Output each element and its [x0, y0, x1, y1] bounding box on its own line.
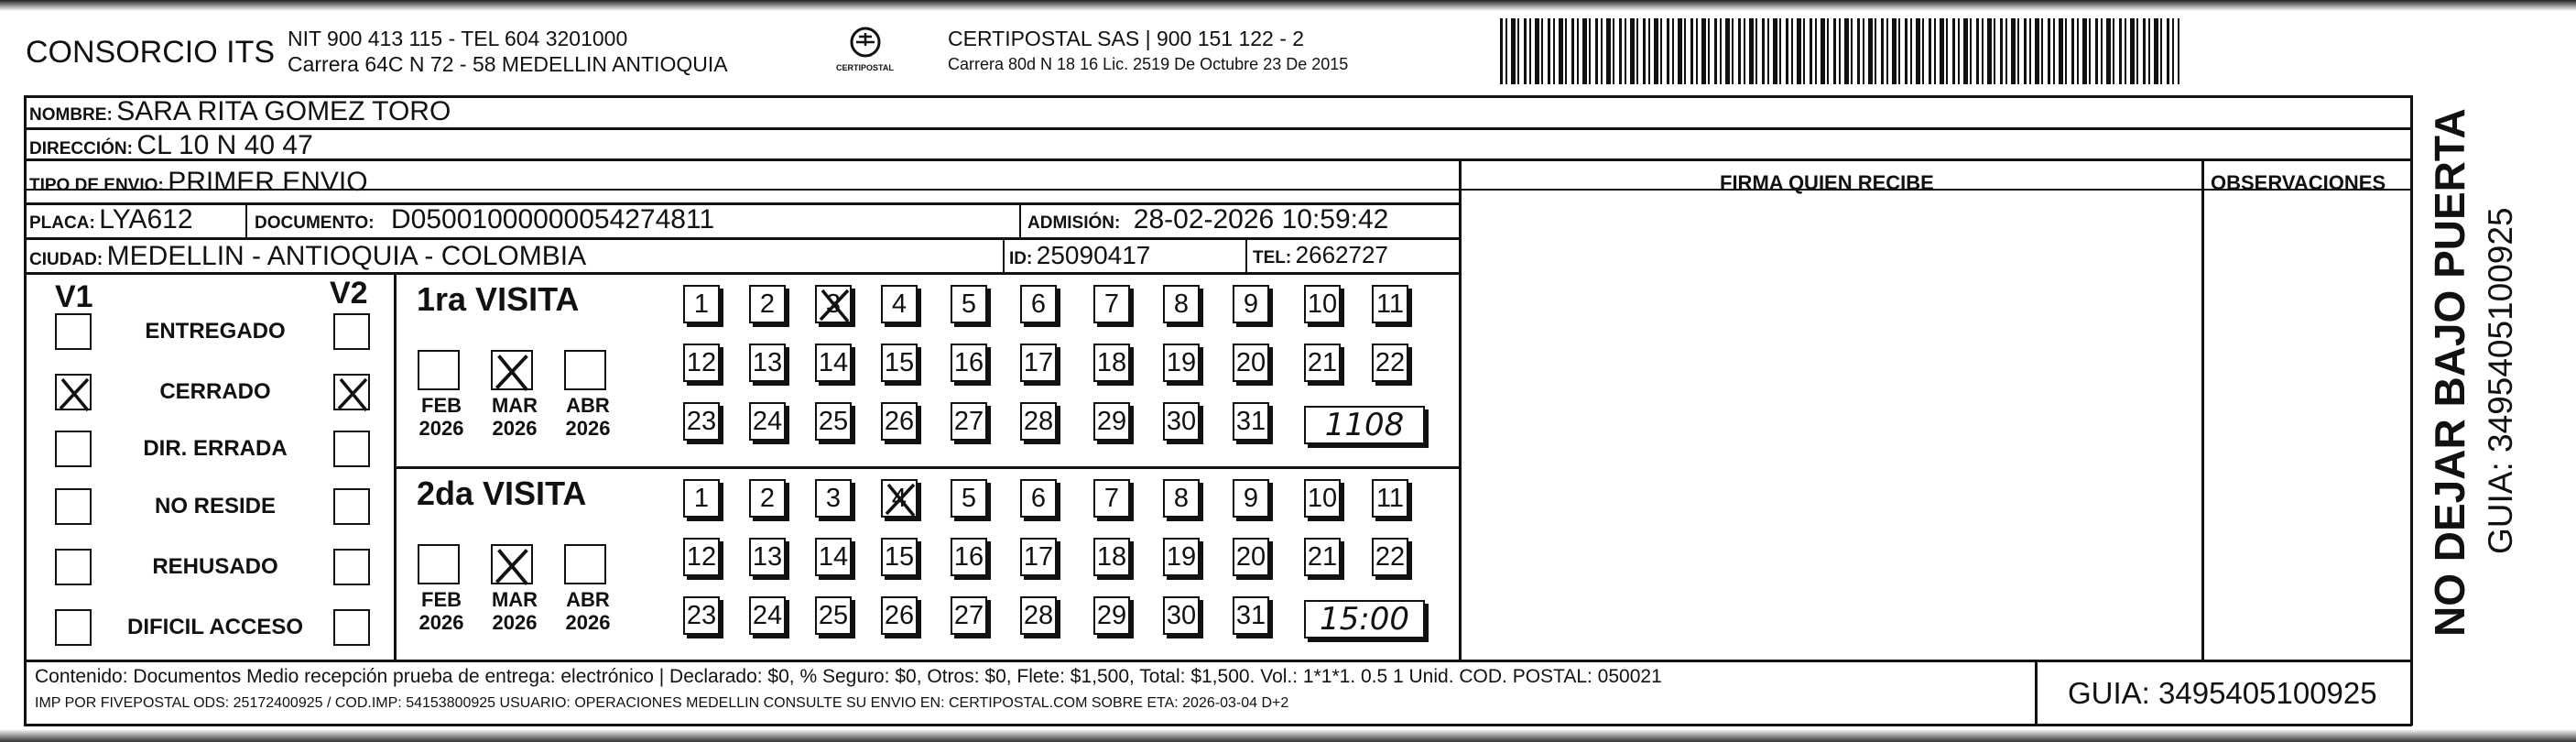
- month-checkbox-mar[interactable]: [491, 544, 533, 584]
- v1-label: V1: [55, 279, 93, 314]
- status-label: DIFICIL ACCESO: [126, 615, 303, 639]
- status-label: DIR. ERRADA: [143, 436, 288, 461]
- status-label: ENTREGADO: [145, 319, 286, 344]
- day-cell[interactable]: 22: [1372, 538, 1408, 576]
- day-cell[interactable]: 18: [1093, 344, 1130, 382]
- status-v2-checkbox[interactable]: [333, 488, 370, 525]
- nombre-row: [29, 98, 451, 125]
- tel-value: 2662727: [1295, 241, 1388, 268]
- admision-label: ADMISIÓN:: [1027, 213, 1121, 233]
- day-cell[interactable]: 16: [951, 344, 987, 382]
- documento-value: D05001000000054274811: [391, 204, 715, 235]
- month-label: FEB: [421, 588, 462, 611]
- day-cell[interactable]: 8: [1163, 479, 1200, 518]
- month-label: MAR: [491, 394, 538, 417]
- day-cell[interactable]: 26: [881, 402, 918, 441]
- visit-title: 1ra VISITA: [417, 280, 580, 318]
- footer-guia: GUIA: 3495405100925: [2068, 676, 2377, 710]
- day-cell[interactable]: 7: [1093, 285, 1130, 323]
- day-cell[interactable]: 15: [881, 538, 918, 576]
- month-year: 2026: [418, 611, 464, 634]
- day-cell[interactable]: 4: [881, 285, 918, 323]
- day-cell[interactable]: 23: [683, 596, 720, 635]
- day-cell[interactable]: 2: [749, 285, 786, 323]
- day-cell[interactable]: 8: [1163, 285, 1200, 323]
- day-cell[interactable]: 30: [1163, 596, 1200, 635]
- time-box[interactable]: [1304, 600, 1425, 638]
- day-cell[interactable]: 1: [683, 479, 720, 518]
- month-label: ABR: [566, 394, 610, 417]
- v2-label: V2: [330, 276, 368, 311]
- tipo-envio-label: TIPO DE ENVIO:: [29, 176, 164, 195]
- day-cell[interactable]: 11: [1372, 285, 1408, 323]
- month-year: 2026: [492, 611, 538, 634]
- placa-row: [29, 206, 193, 234]
- day-cell[interactable]: 28: [1020, 402, 1057, 441]
- day-cell[interactable]: 2: [749, 479, 786, 518]
- month-checkbox-feb[interactable]: [418, 544, 460, 584]
- day-cell[interactable]: 7: [1093, 479, 1130, 518]
- day-cell[interactable]: 5: [951, 285, 987, 323]
- day-cell[interactable]: 25: [815, 402, 852, 441]
- day-cell[interactable]: 22: [1372, 344, 1408, 382]
- month-year: 2026: [565, 417, 611, 440]
- status-v1-checkbox[interactable]: [55, 431, 92, 467]
- day-cell[interactable]: 13: [749, 344, 786, 382]
- month-label: FEB: [421, 394, 462, 417]
- day-cell[interactable]: 19: [1163, 344, 1200, 382]
- certipostal-logo: [829, 24, 902, 79]
- documento-row: [255, 206, 714, 234]
- day-cell[interactable]: 13: [749, 538, 786, 576]
- day-cell[interactable]: 29: [1093, 402, 1130, 441]
- company-line-2: Carrera 64C N 72 - 58 MEDELLIN ANTIOQUIA: [288, 52, 728, 76]
- status-v1-checkbox[interactable]: [55, 374, 92, 410]
- day-cell[interactable]: 27: [951, 402, 987, 441]
- ciudad-row: [29, 243, 586, 270]
- id-value: 25090417: [1036, 241, 1151, 269]
- status-v2-checkbox[interactable]: [333, 431, 370, 467]
- id-row: [1009, 243, 1150, 268]
- side-guia: GUIA: 3495405100925: [2482, 207, 2519, 554]
- month-year: 2026: [492, 417, 538, 440]
- visit-title: 2da VISITA: [417, 475, 587, 512]
- direccion-label: DIRECCIÓN:: [29, 139, 133, 158]
- day-cell[interactable]: 9: [1233, 285, 1269, 323]
- status-v2-checkbox[interactable]: [333, 313, 370, 350]
- status-v1-checkbox[interactable]: [55, 549, 92, 585]
- nombre-value: SARA RITA GOMEZ TORO: [116, 96, 451, 126]
- status-v2-checkbox[interactable]: [333, 549, 370, 585]
- scan-top-edge: [0, 0, 2576, 11]
- checkmark-x-icon: [335, 376, 372, 412]
- month-checkbox-abr[interactable]: [564, 350, 606, 390]
- status-label: CERRADO: [159, 379, 271, 404]
- day-cell[interactable]: 11: [1372, 479, 1408, 518]
- handwritten-time: 15:00: [1320, 601, 1409, 638]
- footer-imp: IMP POR FIVEPOSTAL ODS: 25172400925 / COD.IMP: 54153800925 USUARIO: OPERACIONES MEDELLIN CONSULTE SU ENVIO EN: CERTIPOSTAL.COM SOBRE ETA: 2026-03-04 D+2: [35, 695, 1289, 711]
- day-cell[interactable]: 12: [683, 538, 720, 576]
- footer-contenido: Contenido: Documentos Medio recepción prueba de entrega: electrónico | Declarado: $0, % Seguro: $0, Otros: $0, Flete: $1,500, Total: $1,500. Vol.: 1*1*1. 0.5 1 Unid. COD. POSTAL: 050021: [35, 666, 1662, 687]
- ciudad-value: MEDELLIN - ANTIOQUIA - COLOMBIA: [106, 241, 587, 271]
- day-cell[interactable]: 28: [1020, 596, 1057, 635]
- day-cell[interactable]: 12: [683, 344, 720, 382]
- scan-bottom-edge: [0, 729, 2576, 742]
- status-v1-checkbox[interactable]: [55, 313, 92, 350]
- month-year: 2026: [565, 611, 611, 634]
- day-cell[interactable]: 5: [951, 479, 987, 518]
- day-cell[interactable]: 20: [1233, 538, 1269, 576]
- day-cell[interactable]: 31: [1233, 402, 1269, 441]
- day-cell[interactable]: 26: [881, 596, 918, 635]
- day-cell[interactable]: 18: [1093, 538, 1130, 576]
- logo-text: CERTIPOSTAL: [836, 63, 894, 72]
- day-cell[interactable]: 6: [1020, 479, 1057, 518]
- day-number: 4: [891, 483, 908, 513]
- ciudad-label: CIUDAD:: [29, 250, 103, 269]
- day-cell[interactable]: 20: [1233, 344, 1269, 382]
- observaciones-header: OBSERVACIONES: [2211, 171, 2386, 194]
- firma-header: FIRMA QUIEN RECIBE: [1720, 171, 1934, 194]
- day-cell[interactable]: 17: [1020, 344, 1057, 382]
- nombre-label: NOMBRE:: [29, 105, 113, 125]
- day-cell[interactable]: 24: [749, 596, 786, 635]
- admision-row: [1027, 206, 1388, 234]
- tipo-envio-row: [29, 169, 368, 196]
- day-number: 3: [825, 289, 842, 319]
- day-cell[interactable]: 19: [1163, 538, 1200, 576]
- day-cell[interactable]: 14: [815, 538, 852, 576]
- status-v1-checkbox[interactable]: [55, 488, 92, 525]
- month-checkbox-abr[interactable]: [564, 544, 606, 584]
- month-checkbox-mar[interactable]: [491, 350, 533, 390]
- tipo-envio-value: PRIMER ENVIO: [168, 167, 368, 197]
- placa-value: LYA612: [99, 204, 193, 235]
- month-year: 2026: [418, 417, 464, 440]
- direccion-row: [29, 132, 313, 159]
- day-cell[interactable]: 29: [1093, 596, 1130, 635]
- direccion-value: CL 10 N 40 47: [136, 130, 313, 160]
- day-cell[interactable]: 9: [1233, 479, 1269, 518]
- month-checkbox-feb[interactable]: [418, 350, 460, 390]
- day-cell[interactable]: 10: [1304, 285, 1341, 323]
- day-cell[interactable]: 24: [749, 402, 786, 441]
- carrier-line-1: CERTIPOSTAL SAS | 900 151 122 - 2: [948, 27, 1305, 50]
- checkmark-x-icon: [493, 546, 533, 586]
- day-cell[interactable]: 23: [683, 402, 720, 441]
- day-cell[interactable]: 16: [951, 538, 987, 576]
- day-cell[interactable]: [881, 479, 918, 518]
- status-label: REHUSADO: [152, 554, 278, 579]
- barcode: [1500, 18, 2179, 84]
- day-cell[interactable]: 31: [1233, 596, 1269, 635]
- documento-label: DOCUMENTO:: [255, 213, 375, 233]
- status-label: NO RESIDE: [154, 494, 277, 518]
- day-cell[interactable]: 21: [1304, 344, 1341, 382]
- day-cell[interactable]: 21: [1304, 538, 1341, 576]
- day-cell[interactable]: [815, 285, 852, 323]
- no-dejar-bajo-puerta: NO DEJAR BAJO PUERTA: [2426, 108, 2473, 637]
- id-label: ID:: [1009, 249, 1033, 268]
- day-cell[interactable]: 1: [683, 285, 720, 323]
- admision-value: 28-02-2026 10:59:42: [1133, 204, 1389, 235]
- carrier-line-2: Carrera 80d N 18 16 Lic. 2519 De Octubre 23 De 2015: [948, 55, 1349, 73]
- company-name: CONSORCIO ITS: [26, 35, 276, 70]
- day-cell[interactable]: 17: [1020, 538, 1057, 576]
- time-box[interactable]: [1304, 406, 1425, 444]
- day-cell[interactable]: 3: [815, 479, 852, 518]
- placa-label: PLACA:: [29, 213, 95, 233]
- day-cell[interactable]: 25: [815, 596, 852, 635]
- day-cell[interactable]: 27: [951, 596, 987, 635]
- day-cell[interactable]: 10: [1304, 479, 1341, 518]
- day-cell[interactable]: 6: [1020, 285, 1057, 323]
- day-cell[interactable]: 30: [1163, 402, 1200, 441]
- month-label: ABR: [566, 588, 610, 611]
- company-line-1: NIT 900 413 115 - TEL 604 3201000: [288, 27, 628, 50]
- status-v2-checkbox[interactable]: [333, 609, 370, 646]
- checkmark-x-icon: [493, 352, 533, 392]
- tel-row: [1253, 243, 1388, 267]
- status-v2-checkbox[interactable]: [333, 374, 370, 410]
- month-label: MAR: [491, 588, 538, 611]
- day-cell[interactable]: 14: [815, 344, 852, 382]
- checkmark-x-icon: [57, 376, 93, 412]
- day-cell[interactable]: 15: [881, 344, 918, 382]
- tel-label: TEL:: [1253, 248, 1292, 267]
- status-v1-checkbox[interactable]: [55, 609, 92, 646]
- handwritten-time: 1108: [1324, 407, 1405, 443]
